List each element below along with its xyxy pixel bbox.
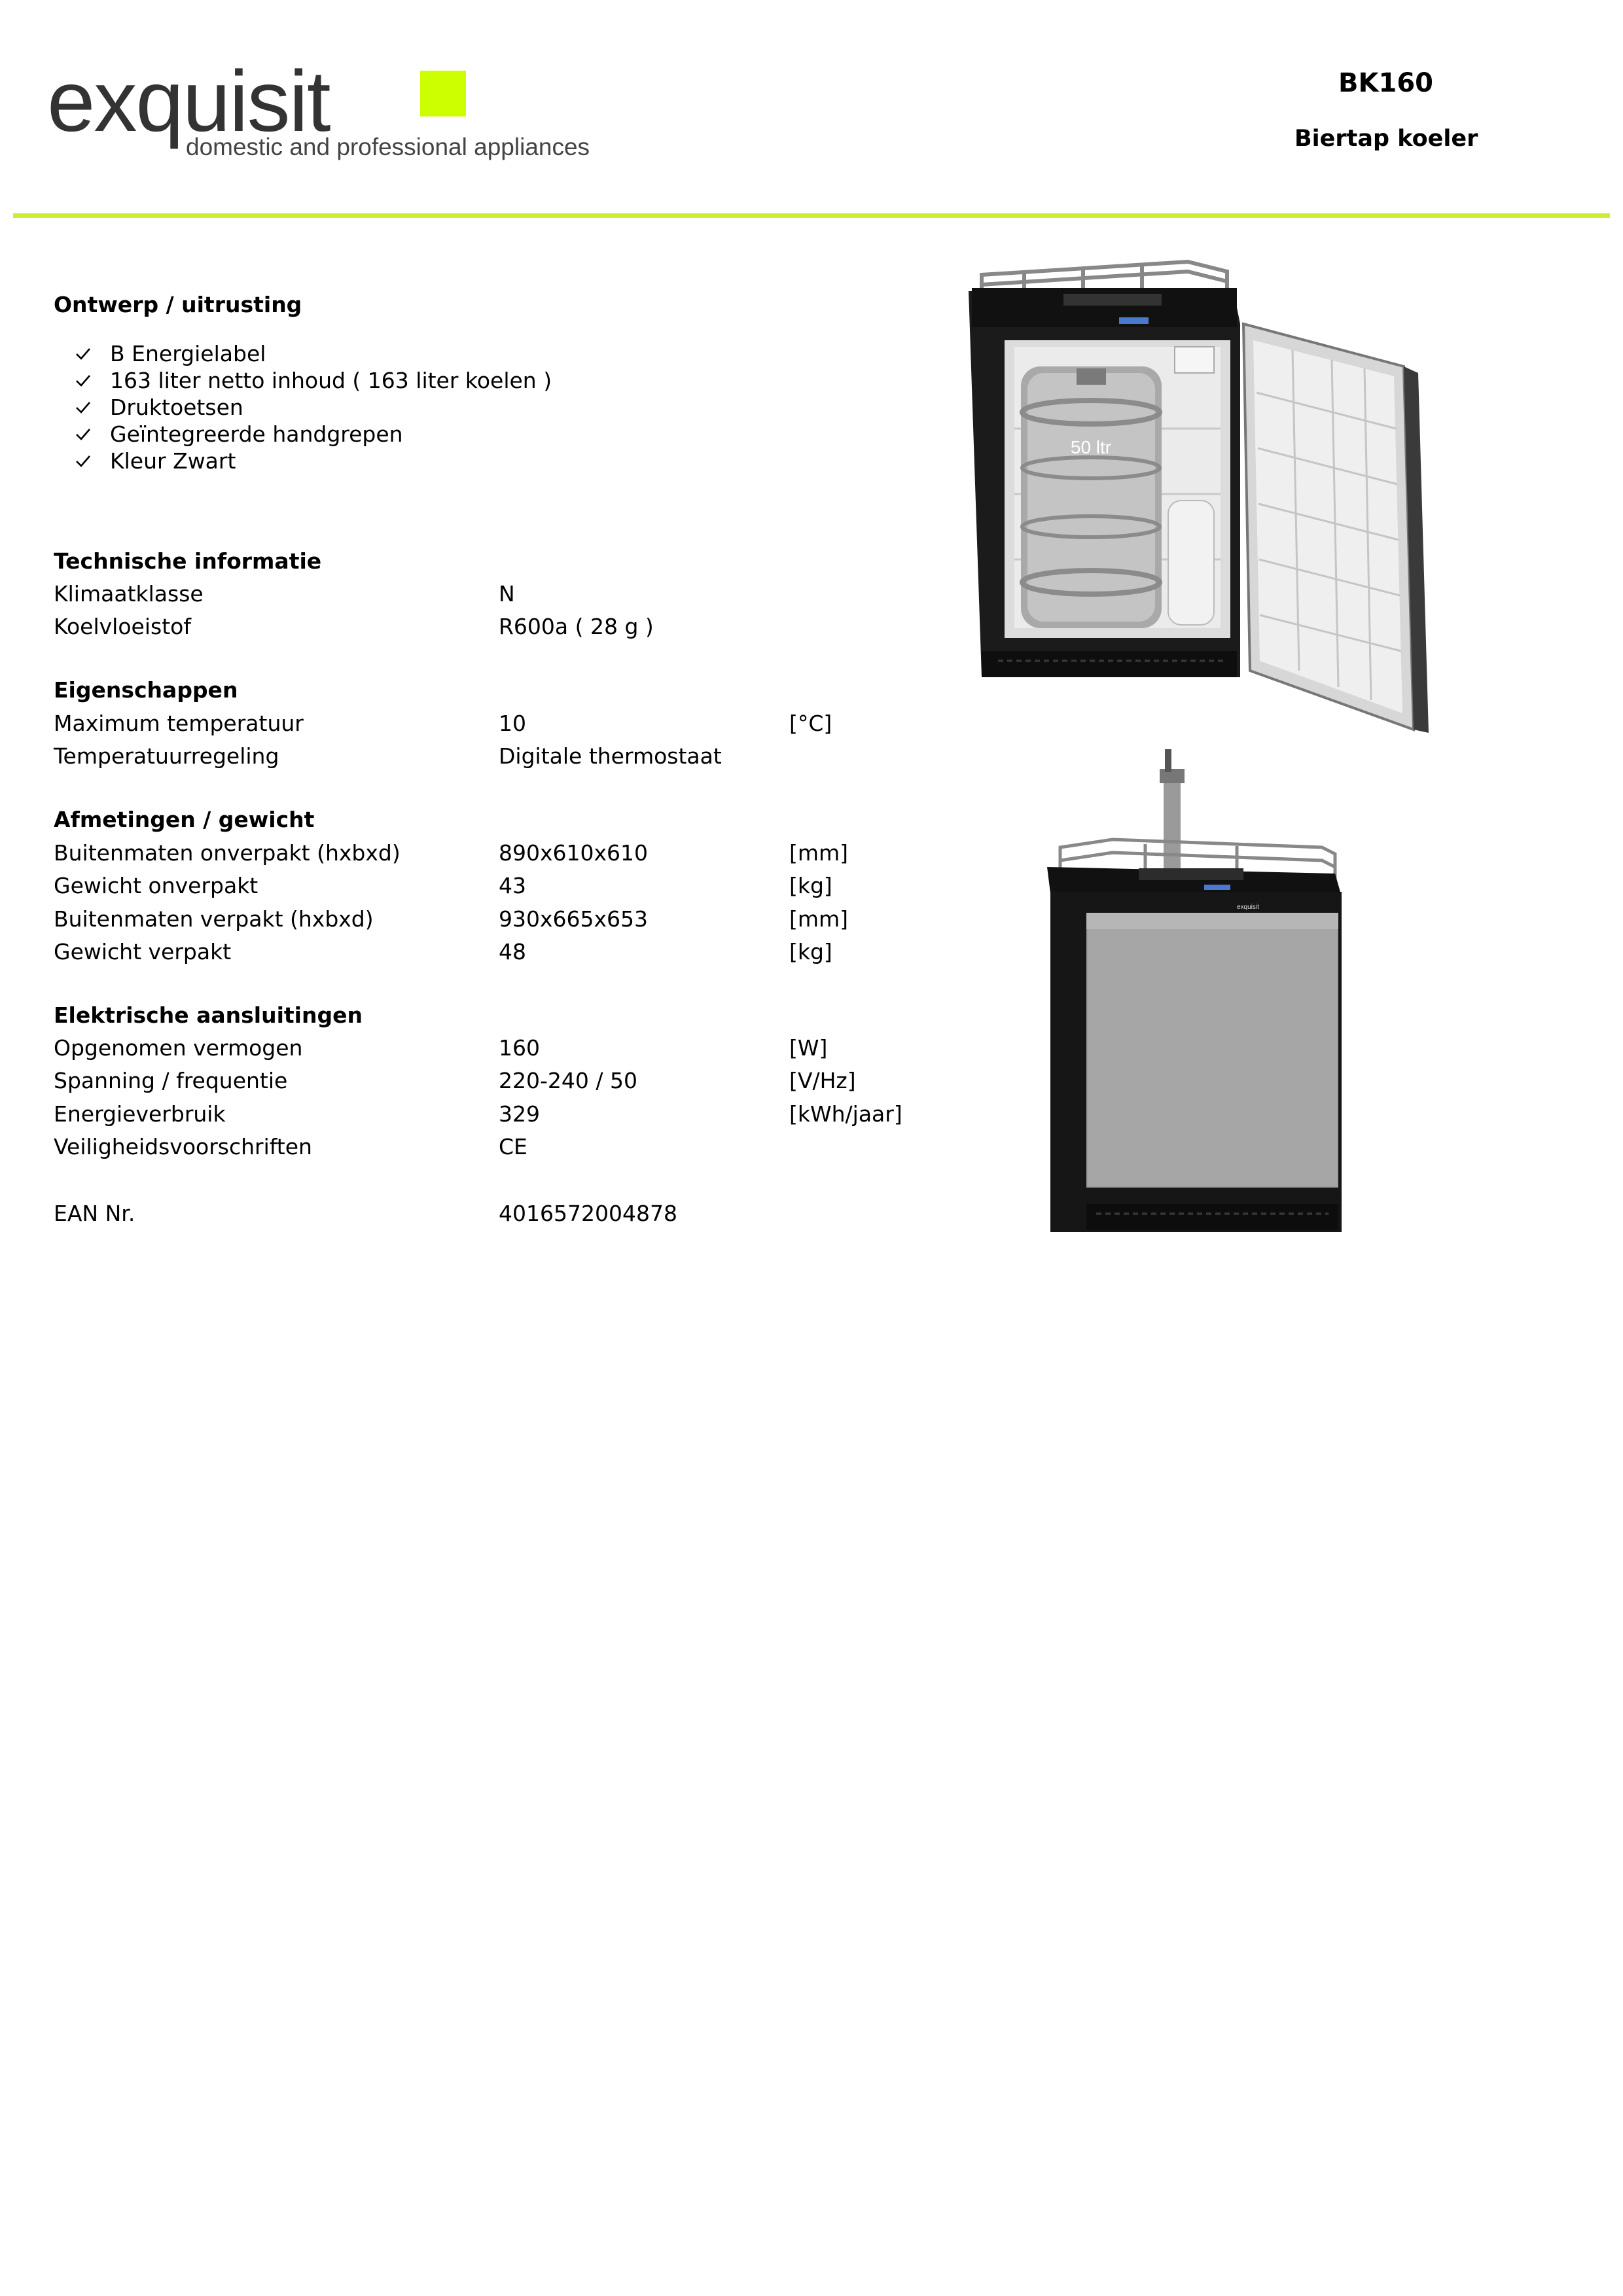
row-label: Koelvloeistof — [54, 614, 191, 639]
row-unit: [kWh/jaar] — [789, 1101, 902, 1127]
keg-label: 50 ltr — [1070, 437, 1112, 457]
row-value: 890x610x610 — [499, 840, 649, 866]
row-value: 930x665x653 — [499, 906, 649, 932]
product-photo-closed — [1047, 749, 1355, 1246]
row-value: 43 — [499, 873, 526, 898]
row-label: Buitenmaten verpakt (hxbxd) — [54, 906, 374, 932]
row-value: 48 — [499, 939, 526, 964]
row-unit: [W] — [789, 1035, 828, 1061]
table-row — [54, 611, 970, 643]
list-item — [75, 448, 552, 474]
model-number: BK160 — [1338, 68, 1433, 98]
checkmark-icon — [75, 399, 92, 416]
row-value: 160 — [499, 1035, 540, 1061]
table-row — [54, 741, 970, 772]
row-value: 329 — [499, 1101, 540, 1127]
product-photo-open — [952, 252, 1450, 739]
beer-keg — [1021, 366, 1162, 628]
feature-text: Geïntegreerde handgrepen — [110, 421, 403, 447]
row-label: Veiligheidsvoorschriften — [54, 1134, 312, 1159]
row-label: Buitenmaten onverpakt (hxbxd) — [54, 840, 401, 866]
row-value: N — [499, 581, 515, 607]
table-row — [54, 1033, 970, 1064]
list-item — [75, 367, 552, 394]
ean-row — [54, 1198, 970, 1229]
checkmark-icon — [75, 345, 92, 362]
table-row — [54, 708, 970, 739]
brand-logo — [47, 52, 636, 177]
row-label: Temperatuurregeling — [54, 743, 279, 769]
section-title-tech: Technische informatie — [54, 548, 322, 574]
row-value: Digitale thermostaat — [499, 743, 722, 769]
row-label: Klimaatklasse — [54, 581, 204, 607]
row-unit: [kg] — [789, 939, 832, 964]
checkmark-icon — [75, 426, 92, 443]
row-unit: [V/Hz] — [789, 1068, 856, 1093]
product-subtitle: Biertap koeler — [1294, 126, 1478, 152]
feature-text: B Energielabel — [110, 341, 266, 366]
row-label: Gewicht onverpakt — [54, 873, 259, 898]
feature-text: Kleur Zwart — [110, 448, 236, 474]
header-divider — [13, 213, 1610, 218]
row-label: Maximum temperatuur — [54, 711, 304, 736]
row-value: CE — [499, 1134, 527, 1159]
row-unit: [°C] — [789, 711, 832, 736]
table-row — [54, 838, 970, 869]
list-item — [75, 340, 552, 367]
table-row — [54, 1131, 970, 1163]
row-unit: [mm] — [789, 906, 849, 932]
row-unit: [kg] — [789, 873, 832, 898]
feature-list — [75, 340, 552, 474]
open-door — [1243, 324, 1429, 733]
feature-text: Druktoetsen — [110, 395, 243, 420]
logo-square — [420, 71, 466, 116]
row-label: Gewicht verpakt — [54, 939, 232, 964]
table-row — [54, 1099, 970, 1130]
front-brand-label: exquisit — [1237, 904, 1259, 911]
logo-tagline: domestic and professional appliances — [186, 133, 590, 160]
row-value: R600a ( 28 g ) — [499, 614, 654, 639]
feature-text: 163 liter netto inhoud ( 163 liter koelen ) — [110, 368, 552, 393]
ean-value: 4016572004878 — [499, 1201, 677, 1226]
row-value: 220-240 / 50 — [499, 1068, 637, 1093]
row-label: Spanning / frequentie — [54, 1068, 288, 1093]
row-value: 10 — [499, 711, 526, 736]
table-row — [54, 904, 970, 935]
row-label: Opgenomen vermogen — [54, 1035, 303, 1061]
ean-label: EAN Nr. — [54, 1201, 135, 1226]
logo-wordmark: exquisit — [47, 53, 330, 149]
beer-tap — [1157, 749, 1188, 883]
table-row — [54, 1065, 970, 1097]
list-item — [75, 394, 552, 421]
table-row — [54, 936, 970, 968]
list-item — [75, 421, 552, 448]
section-title-design: Ontwerp / uitrusting — [54, 292, 302, 317]
row-unit: [mm] — [789, 840, 849, 866]
section-title-electrical: Elektrische aansluitingen — [54, 1002, 363, 1028]
section-title-properties: Eigenschappen — [54, 677, 238, 703]
row-label: Energieverbruik — [54, 1101, 226, 1127]
checkmark-icon — [75, 453, 92, 470]
table-row — [54, 578, 970, 610]
checkmark-icon — [75, 372, 92, 389]
table-row — [54, 870, 970, 902]
section-title-dimensions: Afmetingen / gewicht — [54, 807, 315, 832]
